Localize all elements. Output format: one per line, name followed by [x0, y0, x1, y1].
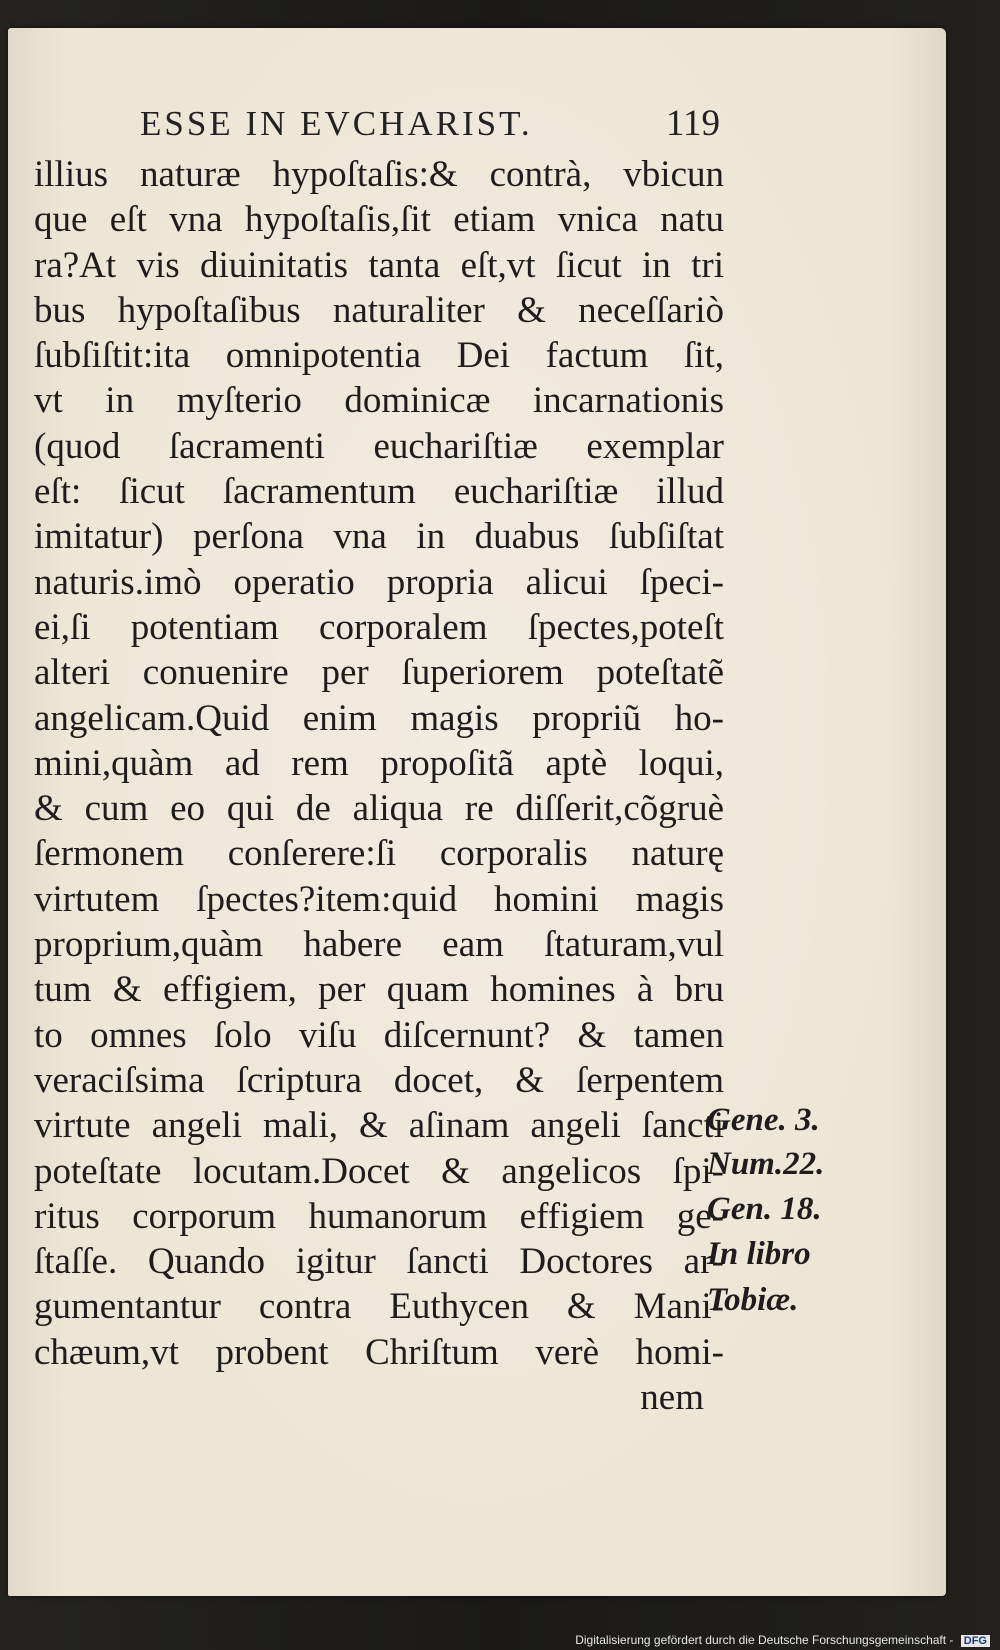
text-line: ra?At vis diuinitatis tanta eſt,vt ſicut in tri [34, 244, 724, 286]
text-line: que eſt vna hypoſtaſis,ſit etiam vnica natu [34, 199, 724, 241]
margin-note: Num.22. [707, 1146, 825, 1182]
text-line: naturis.imò operatio propria alicui ſpeci- [34, 561, 724, 603]
text-line: mini,quàm ad rem propoſitã aptè loqui, [34, 742, 724, 784]
text-line: ritus corporum humanorum effigiem ge- [34, 1195, 724, 1237]
margin-note: Tobiæ. [707, 1282, 799, 1318]
margin-note: Gene. 3. [707, 1102, 820, 1138]
funding-credit [575, 1633, 990, 1647]
text-line: ſermonem conſerere:ſi corporalis naturę [34, 833, 724, 875]
text-line: alteri conuenire per ſuperiorem poteſtatẽ [34, 652, 724, 694]
text-line: ei,ſi potentiam corporalem ſpectes,poteſt [34, 606, 724, 648]
credit-text: Digitalisierung gefördert durch die Deutsche Forschungsgemeinschaft - [575, 1633, 954, 1647]
text-line: & cum eo qui de aliqua re diſſerit,cõgruè [34, 788, 724, 830]
body-text [34, 152, 724, 1420]
text-line: virtute angeli mali, & aſinam angeli ſancti [34, 1105, 724, 1147]
text-line: poteſtate locutam.Docet & angelicos ſpi- [34, 1150, 724, 1192]
text-line: ſubſiſtit:ita omnipotentia Dei factum ſit, [34, 335, 724, 377]
running-title: ESSE IN EVCHARIST. [140, 104, 533, 143]
text-line: to omnes ſolo viſu diſcernunt? & tamen [34, 1014, 724, 1056]
text-line: vt in myſterio dominicæ incarnationis [34, 380, 724, 422]
catchword: nem [640, 1377, 704, 1419]
text-line: chæum,vt probent Chriſtum verè homi- [34, 1331, 724, 1373]
text-line: gumentantur contra Euthycen & Mani- [34, 1286, 724, 1328]
text-line: angelicam.Quid enim magis propriũ ho- [34, 697, 724, 739]
margin-note: In libro [707, 1236, 811, 1272]
margin-note: Gen. 18. [707, 1191, 822, 1227]
text-line: imitatur) perſona vna in duabus ſubſiſtat [34, 516, 724, 558]
text-line: veraciſsima ſcriptura docet, & ſerpentem [34, 1059, 724, 1101]
page-header [140, 104, 720, 148]
dfg-logo: DFG [961, 1635, 990, 1647]
text-line: (quod ſacramenti euchariſtiæ exemplar [34, 425, 724, 467]
text-line: virtutem ſpectes?item:quid homini magis [34, 878, 724, 920]
page-number: 119 [665, 103, 720, 144]
text-line: ſtaſſe. Quando igitur ſancti Doctores ar- [34, 1241, 724, 1283]
text-line: tum & effigiem, per quam homines à bru [34, 969, 724, 1011]
text-line: proprium,quàm habere eam ſtaturam,vul [34, 924, 724, 966]
text-line: illius naturæ hypoſtaſis:& contrà, vbicun [34, 154, 724, 195]
text-line: bus hypoſtaſibus naturaliter & neceſſariò [34, 289, 724, 331]
text-line: eſt: ſicut ſacramentum euchariſtiæ illud [34, 471, 724, 513]
